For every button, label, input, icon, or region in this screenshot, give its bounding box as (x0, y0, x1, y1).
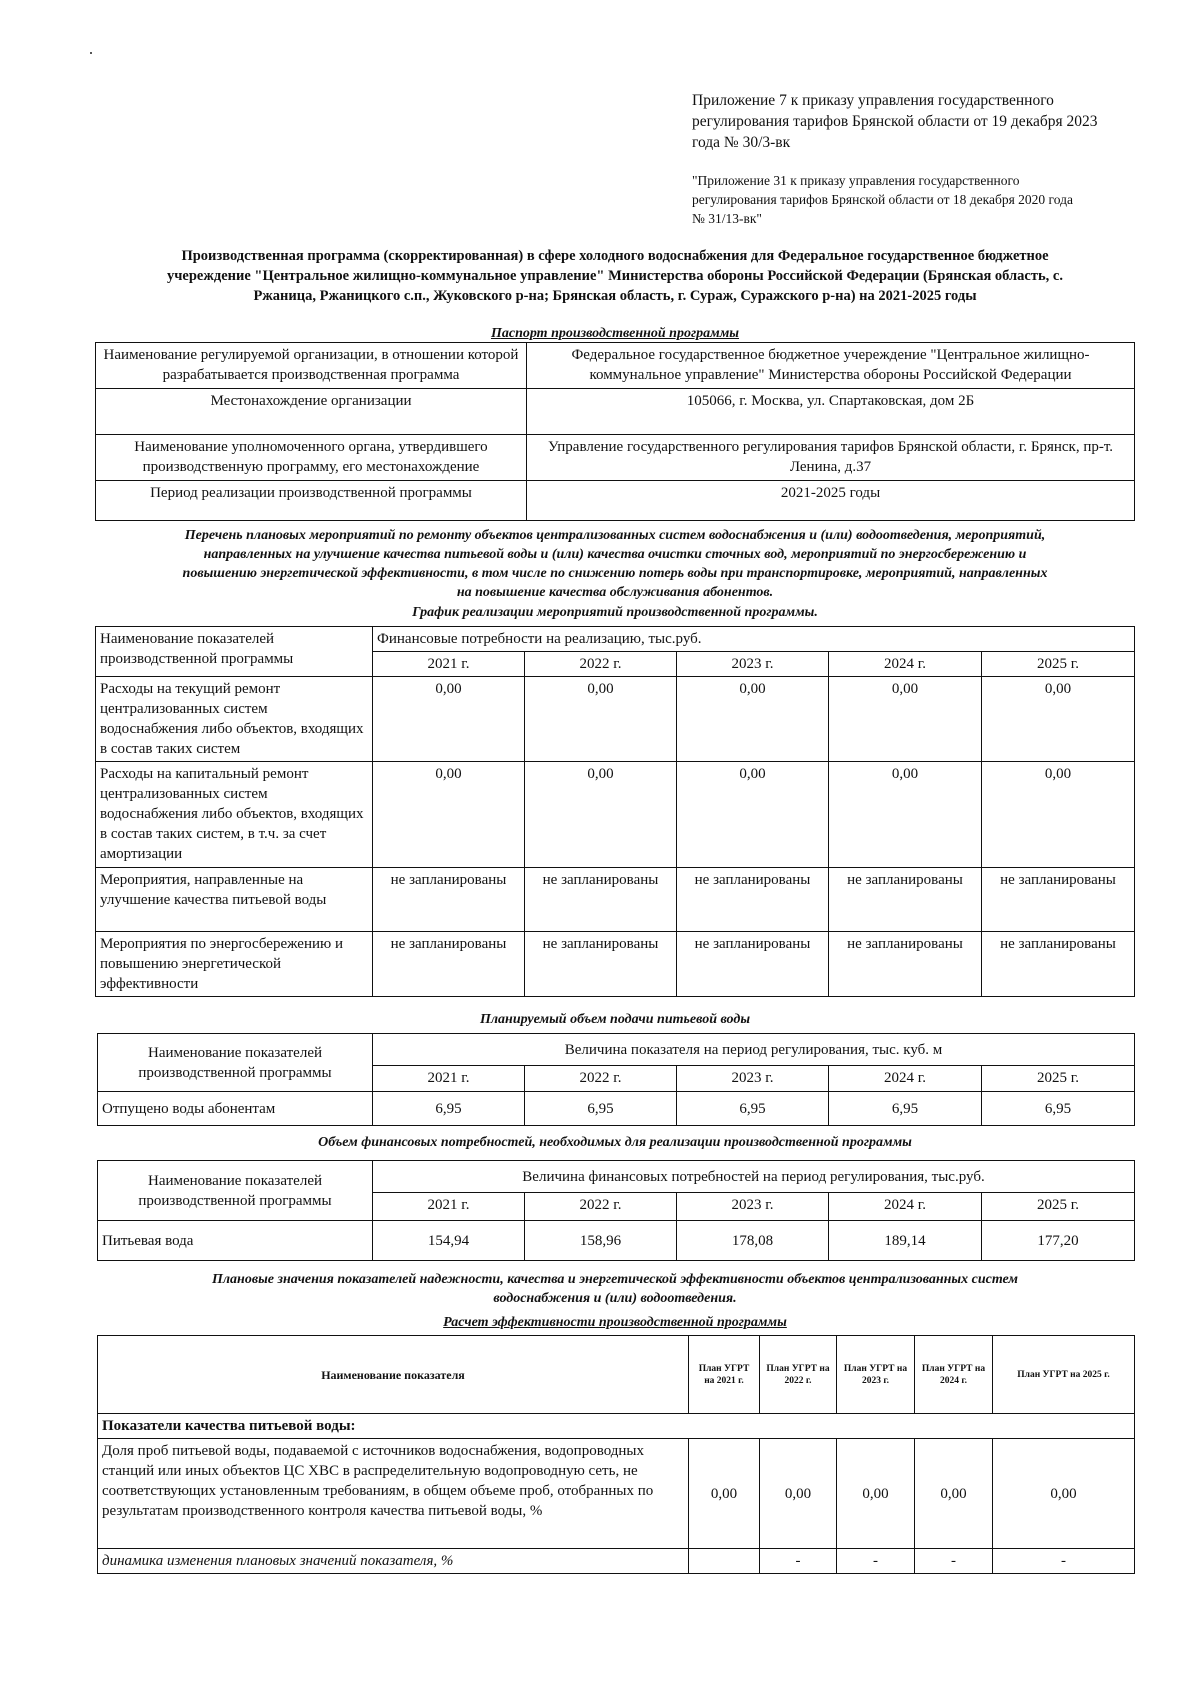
row-value: 6,95 (982, 1092, 1135, 1126)
supply-header-group: Величина показателя на период регулирования, тыс. куб. м (373, 1034, 1135, 1066)
year-header: 2024 г. (829, 652, 982, 677)
year-header: 2023 г. (677, 652, 829, 677)
measures-table (95, 626, 1135, 997)
row-value: не запланированы (982, 932, 1135, 997)
row-value: не запланированы (525, 868, 677, 932)
supply-caption: Планируемый объем подачи питьевой воды (479, 1012, 751, 1027)
year-header: 2025 г. (982, 1193, 1135, 1221)
passport-row (96, 481, 1135, 521)
table-row (98, 1092, 1135, 1126)
finance-header-group: Величина финансовых потребностей на период регулирования, тыс.руб. (373, 1161, 1135, 1193)
appendix-31-reference (692, 171, 1073, 228)
passport-value: Управление государственного регулирования тарифов Брянской области, г. Брянск, пр-т. Ленина, д.37 (527, 435, 1135, 481)
supply-header-label: Наименование показателей производственной программы (98, 1034, 373, 1092)
row-value: 0,00 (525, 762, 677, 868)
appendix-line: регулирования тарифов Брянской области от 19 декабря 2023 (692, 113, 1098, 130)
row-value: 0,00 (993, 1439, 1135, 1549)
row-value: 158,96 (525, 1221, 677, 1261)
passport-row (96, 389, 1135, 435)
row-value: 0,00 (525, 677, 677, 762)
row-value: 0,00 (982, 762, 1135, 868)
row-value: не запланированы (373, 868, 525, 932)
supply-table (97, 1033, 1135, 1126)
row-value: 0,00 (982, 677, 1135, 762)
row-value: 0,00 (677, 762, 829, 868)
measures-header-label: Наименование показателей производственной программы (96, 627, 373, 677)
table-row (96, 677, 1135, 762)
plan-column-header: План УГРТ на 2024 г. (915, 1336, 993, 1414)
year-header: 2022 г. (525, 652, 677, 677)
row-value: не запланированы (525, 932, 677, 997)
appendix-line: регулирования тарифов Брянской области от 18 декабря 2020 года (692, 192, 1073, 207)
scan-speck (90, 52, 92, 54)
appendix-line: Приложение 7 к приказу управления государственного (692, 92, 1054, 109)
section-heading: Показатели качества питьевой воды: (98, 1414, 1135, 1439)
passport-caption: Паспорт производственной программы (490, 326, 740, 341)
measures-header-group: Финансовые потребности на реализацию, тыс.руб. (373, 627, 1135, 652)
measures-caption (80, 526, 1150, 602)
row-value: не запланированы (677, 932, 829, 997)
year-header: 2024 г. (829, 1066, 982, 1092)
measures-header-row (96, 627, 1135, 652)
passport-row (96, 435, 1135, 481)
finance-header-row (98, 1161, 1135, 1193)
passport-row (96, 343, 1135, 389)
indicators-header-label: Наименование показателя (98, 1336, 689, 1414)
row-value: 0,00 (689, 1439, 760, 1549)
row-value: 0,00 (837, 1439, 915, 1549)
year-header: 2025 г. (982, 652, 1135, 677)
row-value: 0,00 (829, 677, 982, 762)
table-row (96, 762, 1135, 868)
year-header: 2023 г. (677, 1193, 829, 1221)
title-line: Производственная программа (скорректированная) в сфере холодного водоснабжения для Федеральное государственное бюджетное (181, 248, 1049, 264)
passport-label: Период реализации производственной программы (96, 481, 527, 521)
title-line: учереждение "Центральное жилищно-коммунальное управление" Министерства обороны Российской Федерации (Брянская область, с. (167, 268, 1063, 284)
appendix-line: № 31/13-вк" (692, 211, 762, 226)
row-label: Доля проб питьевой воды, подаваемой с источников водоснабжения, водопроводных станций или иных объектов ЦС ХВС в распределительную водопроводную сеть, не соответствующих установленным требованиям, в общем объеме проб, отобранных по результатам производственного контроля качества питьевой воды, % (98, 1439, 689, 1549)
row-label: Мероприятия, направленные на улучшение качества питьевой воды (96, 868, 373, 932)
row-label: Отпущено воды абонентам (98, 1092, 373, 1126)
row-label: Расходы на капитальный ремонт централизованных систем водоснабжения либо объектов, входящих в состав таких систем, в т.ч. за счет амортизации (96, 762, 373, 868)
table-row (98, 1549, 1135, 1574)
row-value: 177,20 (982, 1221, 1135, 1261)
indicators-caption (80, 1270, 1150, 1308)
row-label: Питьевая вода (98, 1221, 373, 1261)
plan-column-header: План УГРТ на 2022 г. (760, 1336, 837, 1414)
row-value: 0,00 (373, 762, 525, 868)
row-value: 6,95 (525, 1092, 677, 1126)
passport-value: 2021-2025 годы (527, 481, 1135, 521)
row-value: - (837, 1549, 915, 1574)
row-value: 178,08 (677, 1221, 829, 1261)
passport-label: Наименование уполномоченного органа, утвердившего производственную программу, его местонахождение (96, 435, 527, 481)
row-value: 0,00 (760, 1439, 837, 1549)
passport-value: Федеральное государственное бюджетное учереждение "Центральное жилищно-коммунальное управление" Министерства обороны Российской Федерации (527, 343, 1135, 389)
year-header: 2023 г. (677, 1066, 829, 1092)
caption-line: на повышение качества обслуживания абонентов. (456, 585, 774, 600)
title-line: Ржаница, Ржаницкого с.п., Жуковского р-на; Брянская область, г. Сураж, Суражского р-на) на 2021-2025 годы (253, 288, 977, 304)
table-row (98, 1439, 1135, 1549)
row-value: не запланированы (677, 868, 829, 932)
finance-caption: Объем финансовых потребностей, необходимых для реализации производственной программы (318, 1135, 912, 1150)
row-value: не запланированы (373, 932, 525, 997)
finance-header-label: Наименование показателей производственной программы (98, 1161, 373, 1221)
year-header: 2021 г. (373, 652, 525, 677)
caption-line: повышению энергетической эффективности, в том числе по снижению потерь воды при транспортировке, мероприятий, направленных (182, 566, 1048, 581)
row-value: 6,95 (373, 1092, 525, 1126)
measures-subcaption: График реализации мероприятий производственной программы. (412, 605, 818, 620)
caption-line: направленных на улучшение качества питьевой воды и (или) качества очистки сточных вод, мероприятий по энергосбережению и (203, 547, 1027, 562)
appendix-7-reference (692, 90, 1098, 153)
passport-table (95, 342, 1135, 521)
year-header: 2021 г. (373, 1066, 525, 1092)
row-value: 0,00 (677, 677, 829, 762)
plan-column-header: План УГРТ на 2023 г. (837, 1336, 915, 1414)
passport-value: 105066, г. Москва, ул. Спартаковская, дом 2Б (527, 389, 1135, 435)
row-label: Расходы на текущий ремонт централизованных систем водоснабжения либо объектов, входящих в состав таких систем (96, 677, 373, 762)
passport-label: Местонахождение организации (96, 389, 527, 435)
row-value: не запланированы (829, 932, 982, 997)
appendix-line: "Приложение 31 к приказу управления государственного (692, 173, 1020, 188)
appendix-line: года № 30/3-вк (692, 134, 791, 151)
row-value: не запланированы (982, 868, 1135, 932)
table-row (96, 868, 1135, 932)
year-header: 2022 г. (525, 1193, 677, 1221)
document-title (95, 246, 1135, 306)
row-value: 6,95 (829, 1092, 982, 1126)
row-value: - (993, 1549, 1135, 1574)
table-row (96, 932, 1135, 997)
section-row (98, 1414, 1135, 1439)
year-header: 2024 г. (829, 1193, 982, 1221)
caption-line: водоснабжения и (или) водоотведения. (493, 1291, 737, 1306)
finance-table (97, 1160, 1135, 1261)
table-row (98, 1221, 1135, 1261)
row-value: 0,00 (829, 762, 982, 868)
row-value (689, 1549, 760, 1574)
row-value: 6,95 (677, 1092, 829, 1126)
passport-label: Наименование регулируемой организации, в отношении которой разрабатывается производственная программа (96, 343, 527, 389)
supply-header-row (98, 1034, 1135, 1066)
indicators-subcaption: Расчет эффективности производственной программы (443, 1315, 787, 1330)
row-label: Мероприятия по энергосбережению и повышению энергетической эффективности (96, 932, 373, 997)
row-label: динамика изменения плановых значений показателя, % (98, 1549, 689, 1574)
plan-column-header: План УГРТ на 2025 г. (993, 1336, 1135, 1414)
row-value: - (760, 1549, 837, 1574)
indicators-table (97, 1335, 1135, 1574)
row-value: 0,00 (373, 677, 525, 762)
row-value: 0,00 (915, 1439, 993, 1549)
plan-column-header: План УГРТ на 2021 г. (689, 1336, 760, 1414)
year-header: 2021 г. (373, 1193, 525, 1221)
year-header: 2022 г. (525, 1066, 677, 1092)
row-value: - (915, 1549, 993, 1574)
row-value: 154,94 (373, 1221, 525, 1261)
year-header: 2025 г. (982, 1066, 1135, 1092)
caption-line: Плановые значения показателей надежности, качества и энергетической эффективности объектов централизованных систем (211, 1272, 1019, 1287)
indicators-header-row (98, 1336, 1135, 1414)
row-value: не запланированы (829, 868, 982, 932)
row-value: 189,14 (829, 1221, 982, 1261)
caption-line: Перечень плановых мероприятий по ремонту объектов централизованных систем водоснабжения и (или) водоотведения, мероприятий, (184, 528, 1046, 543)
